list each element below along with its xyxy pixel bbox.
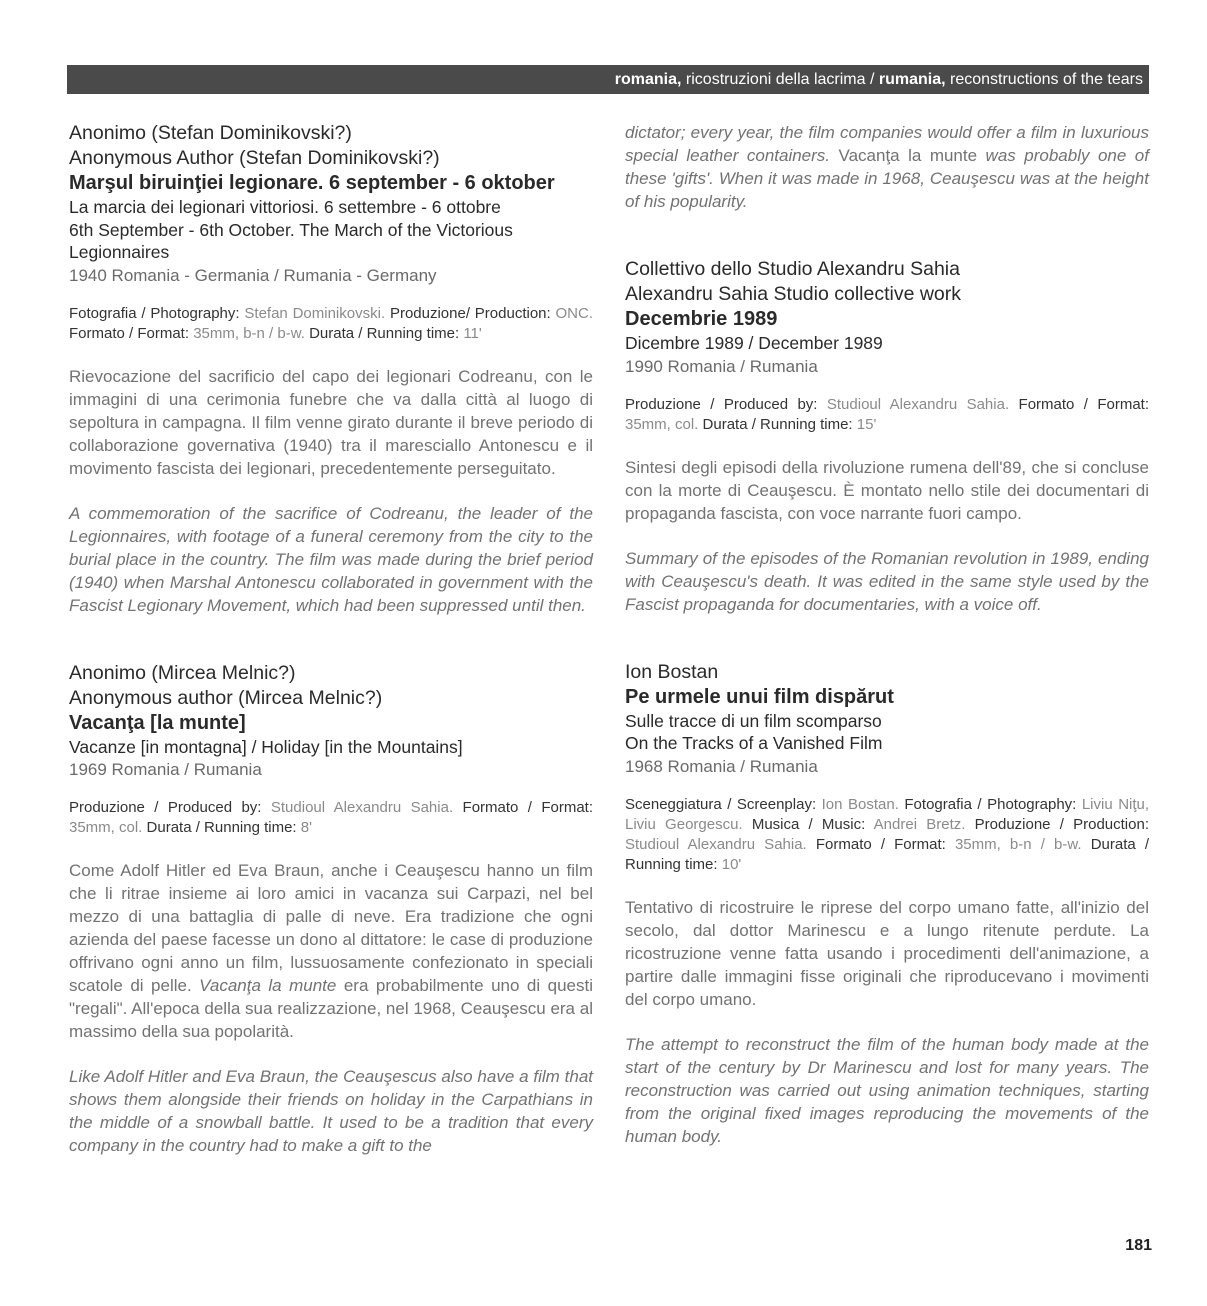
film-title-it: Sulle tracce di un film scomparso: [625, 710, 882, 731]
credits: [625, 795, 1149, 875]
author-en: Anonymous Author (Stefan Dominikovski?): [69, 147, 440, 169]
description-en: Summary of the episodes of the Romanian revolution in 1989, ending with Ceauşescu's death. It was edited in the same style used by the Fascist propaganda for documentaries, with a voice off.: [625, 548, 1149, 614]
description-it: [69, 859, 593, 1043]
credit-value: Studioul Alexandru Sahia.: [826, 395, 1010, 413]
author-it: Anonimo (Mircea Melnic?): [69, 661, 296, 684]
year-country: 1940 Romania - Germania / Rumania - Germany: [69, 265, 437, 285]
author-it: Collettivo dello Studio Alexandru Sahia: [625, 258, 960, 280]
credit-label: Formato / Format:: [1018, 395, 1150, 413]
author-en: Anonymous author (Mircea Melnic?): [69, 686, 383, 709]
description-en-part: dictator; every year, the film companies would offer a film in luxurious special leather containers.: [625, 123, 1149, 165]
credit-value: Ion Bostan.: [821, 795, 899, 813]
film-title-translations: Dicembre 1989 / December 1989: [625, 333, 883, 353]
credit-value: Liviu Niţu, Liviu Georgescu.: [625, 795, 1150, 833]
film-title-en: On the Tracks of a Vanished Film: [625, 733, 883, 753]
description-it-part: Come Adolf Hitler ed Eva Braun, anche i Ceauşescu hanno un film che li ritrae insieme ai loro amici in vacanza sui Carpazi, nel bel mezzo di una battaglia di palle di neve. Era tradizione che ogni azienda del paese facesse un dono al dittatore: le case di produzione offrivano ogni anno un film, lussuosamente confezionato in speciali scatole di pelle.: [69, 861, 593, 995]
year-country: 1968 Romania / Rumania: [625, 756, 818, 776]
description-it: Sintesi degli episodi della rivoluzione rumena dell'89, che si concluse con la morte di Ceauşescu. È montato nello stile dei documentari di propaganda fascista, con voce narrante fuori campo.: [625, 457, 1149, 523]
credit-value: 35mm, col.: [69, 819, 143, 836]
film-entry-vacanta: [69, 661, 593, 1158]
right-column: [625, 121, 1149, 1192]
credit-label: Durata / Running time:: [309, 324, 460, 342]
credit-label: Fotografia / Photography:: [69, 304, 240, 322]
credit-value: 35mm, b-n / b-w.: [954, 835, 1082, 853]
description-it-film-title: Vacanţa la munte: [199, 976, 337, 995]
credit-label: Durata / Running time:: [625, 835, 1150, 873]
header-series-en: reconstructions of the tears: [945, 71, 1143, 88]
author-en: Alexandru Sahia Studio collective work: [625, 283, 962, 305]
header-country-it: romania,: [614, 71, 682, 88]
description-en: The attempt to reconstruct the film of the human body made at the start of the century by Dr Marinescu and lost for many years. The reconstruction was carried out using animation techniques, starting from the original fixed images reproducing the movements of the human body.: [625, 1034, 1149, 1146]
credits: [69, 798, 593, 838]
header-series-it: ricostruzioni della lacrima /: [681, 71, 879, 88]
film-title: Vacanţa [la munte]: [69, 711, 246, 734]
film-title-en: 6th September - 6th October. The March of the Victorious Legionnaires: [69, 219, 513, 262]
credit-value: Studioul Alexandru Sahia.: [625, 835, 807, 853]
year-country: 1969 Romania / Rumania: [69, 760, 262, 779]
credit-value: 11': [463, 324, 482, 342]
description-it: Tentativo di ricostruire le riprese del corpo umano fatte, all'inizio del secolo, dal dottor Marinescu e a lungo ritenute perdute. La ricostruzione venne fatta usando i procedimenti dell'animazione, a partire dalle immagini fisse originali che riproducevano i movimenti del corpo umano.: [625, 897, 1149, 1009]
credit-label: Formato / Format:: [462, 799, 594, 816]
credit-value: 35mm, b-n / b-w.: [193, 324, 305, 342]
description-en-film-title: Vacanţa la munte: [838, 146, 978, 165]
credit-label: Produzione / Produced by:: [625, 395, 818, 413]
credit-label: Fotografia / Photography:: [904, 795, 1077, 813]
left-column: [69, 121, 593, 1201]
description-en-part: was probably one of these 'gifts'. When it was made in 1968, Ceauşescu was at the height of his popularity.: [625, 146, 1149, 211]
credit-label: Musica / Music:: [751, 815, 866, 833]
credit-value: 35mm, col.: [625, 415, 699, 433]
credit-value: 8': [300, 819, 312, 836]
credits: [625, 395, 1149, 435]
credit-label: Produzione / Produced by:: [69, 799, 262, 816]
film-title-it: La marcia dei legionari vittoriosi. 6 settembre - 6 ottobre: [69, 197, 501, 217]
film-title: Decembrie 1989: [625, 308, 778, 330]
page-number: 181: [1125, 1237, 1152, 1254]
credit-value: 10': [721, 855, 742, 873]
film-title: Marşul biruinţiei legionare. 6 september - 6 oktober: [69, 172, 555, 194]
credit-value: Andrei Bretz.: [873, 815, 966, 833]
credit-value: ONC.: [555, 304, 594, 322]
description-it-part: era probabilmente uno di questi "regali". All'epoca della sua realizzazione, nel 1968, Ceauşescu era al massimo della sua popolarità.: [69, 976, 593, 1041]
description-en-continued: [625, 121, 1149, 213]
credits: [69, 304, 593, 344]
film-title-translations: Vacanze [in montagna] / Holiday [in the Mountains]: [69, 736, 463, 757]
film-entry-pe-urmele: [625, 660, 1149, 1148]
header-country-en: rumania,: [878, 71, 946, 88]
credit-value: Stefan Dominikovski.: [244, 304, 386, 322]
author-it: Anonimo (Stefan Dominikovski?): [69, 122, 352, 144]
film-title: Pe urmele unui film dispărut: [625, 685, 894, 708]
description-en: A commemoration of the sacrifice of Codreanu, the leader of the Legionnaires, with footage of a funeral ceremony from the city to the burial place in the country. The film was made during the brief period (1940) when Marshal Antonescu collaborated in government with the Fascist Legionary Movement, which had been suppressed until then.: [69, 503, 593, 615]
credit-label: Formato / Format:: [815, 835, 946, 853]
film-entry-marsul: [69, 121, 593, 617]
author: Ion Bostan: [625, 660, 719, 683]
credit-value: Studioul Alexandru Sahia.: [270, 799, 454, 816]
credit-label: Durata / Running time:: [146, 819, 297, 836]
credit-label: Durata / Running time:: [702, 415, 853, 433]
credit-label: Sceneggiatura / Screenplay:: [625, 795, 817, 813]
section-header-banner: [67, 65, 1149, 94]
year-country: 1990 Romania / Rumania: [625, 356, 818, 376]
credit-value: 15': [856, 415, 877, 433]
film-entry-decembrie: [625, 257, 1149, 616]
credit-label: Formato / Format:: [69, 324, 190, 342]
credit-label: Produzione/ Production:: [389, 304, 551, 322]
credit-label: Produzione / Production:: [974, 815, 1149, 833]
description-it: Rievocazione del sacrificio del capo dei legionari Codreanu, con le immagini di una cerimonia funebre che va dalla città al luogo di sepoltura in campagna. Il film venne girato durante il breve periodo di collaborazione governativa (1940) tra il maresciallo Antonescu e il movimento fascista dei legionari, precedentemente perseguitato.: [69, 366, 593, 478]
description-en: Like Adolf Hitler and Eva Braun, the Ceauşescus also have a film that shows them alongside their friends on holiday in the Carpathians in the middle of a snowball battle. It used to be a tradition that every company in the country had to make a gift to the: [69, 1067, 593, 1155]
